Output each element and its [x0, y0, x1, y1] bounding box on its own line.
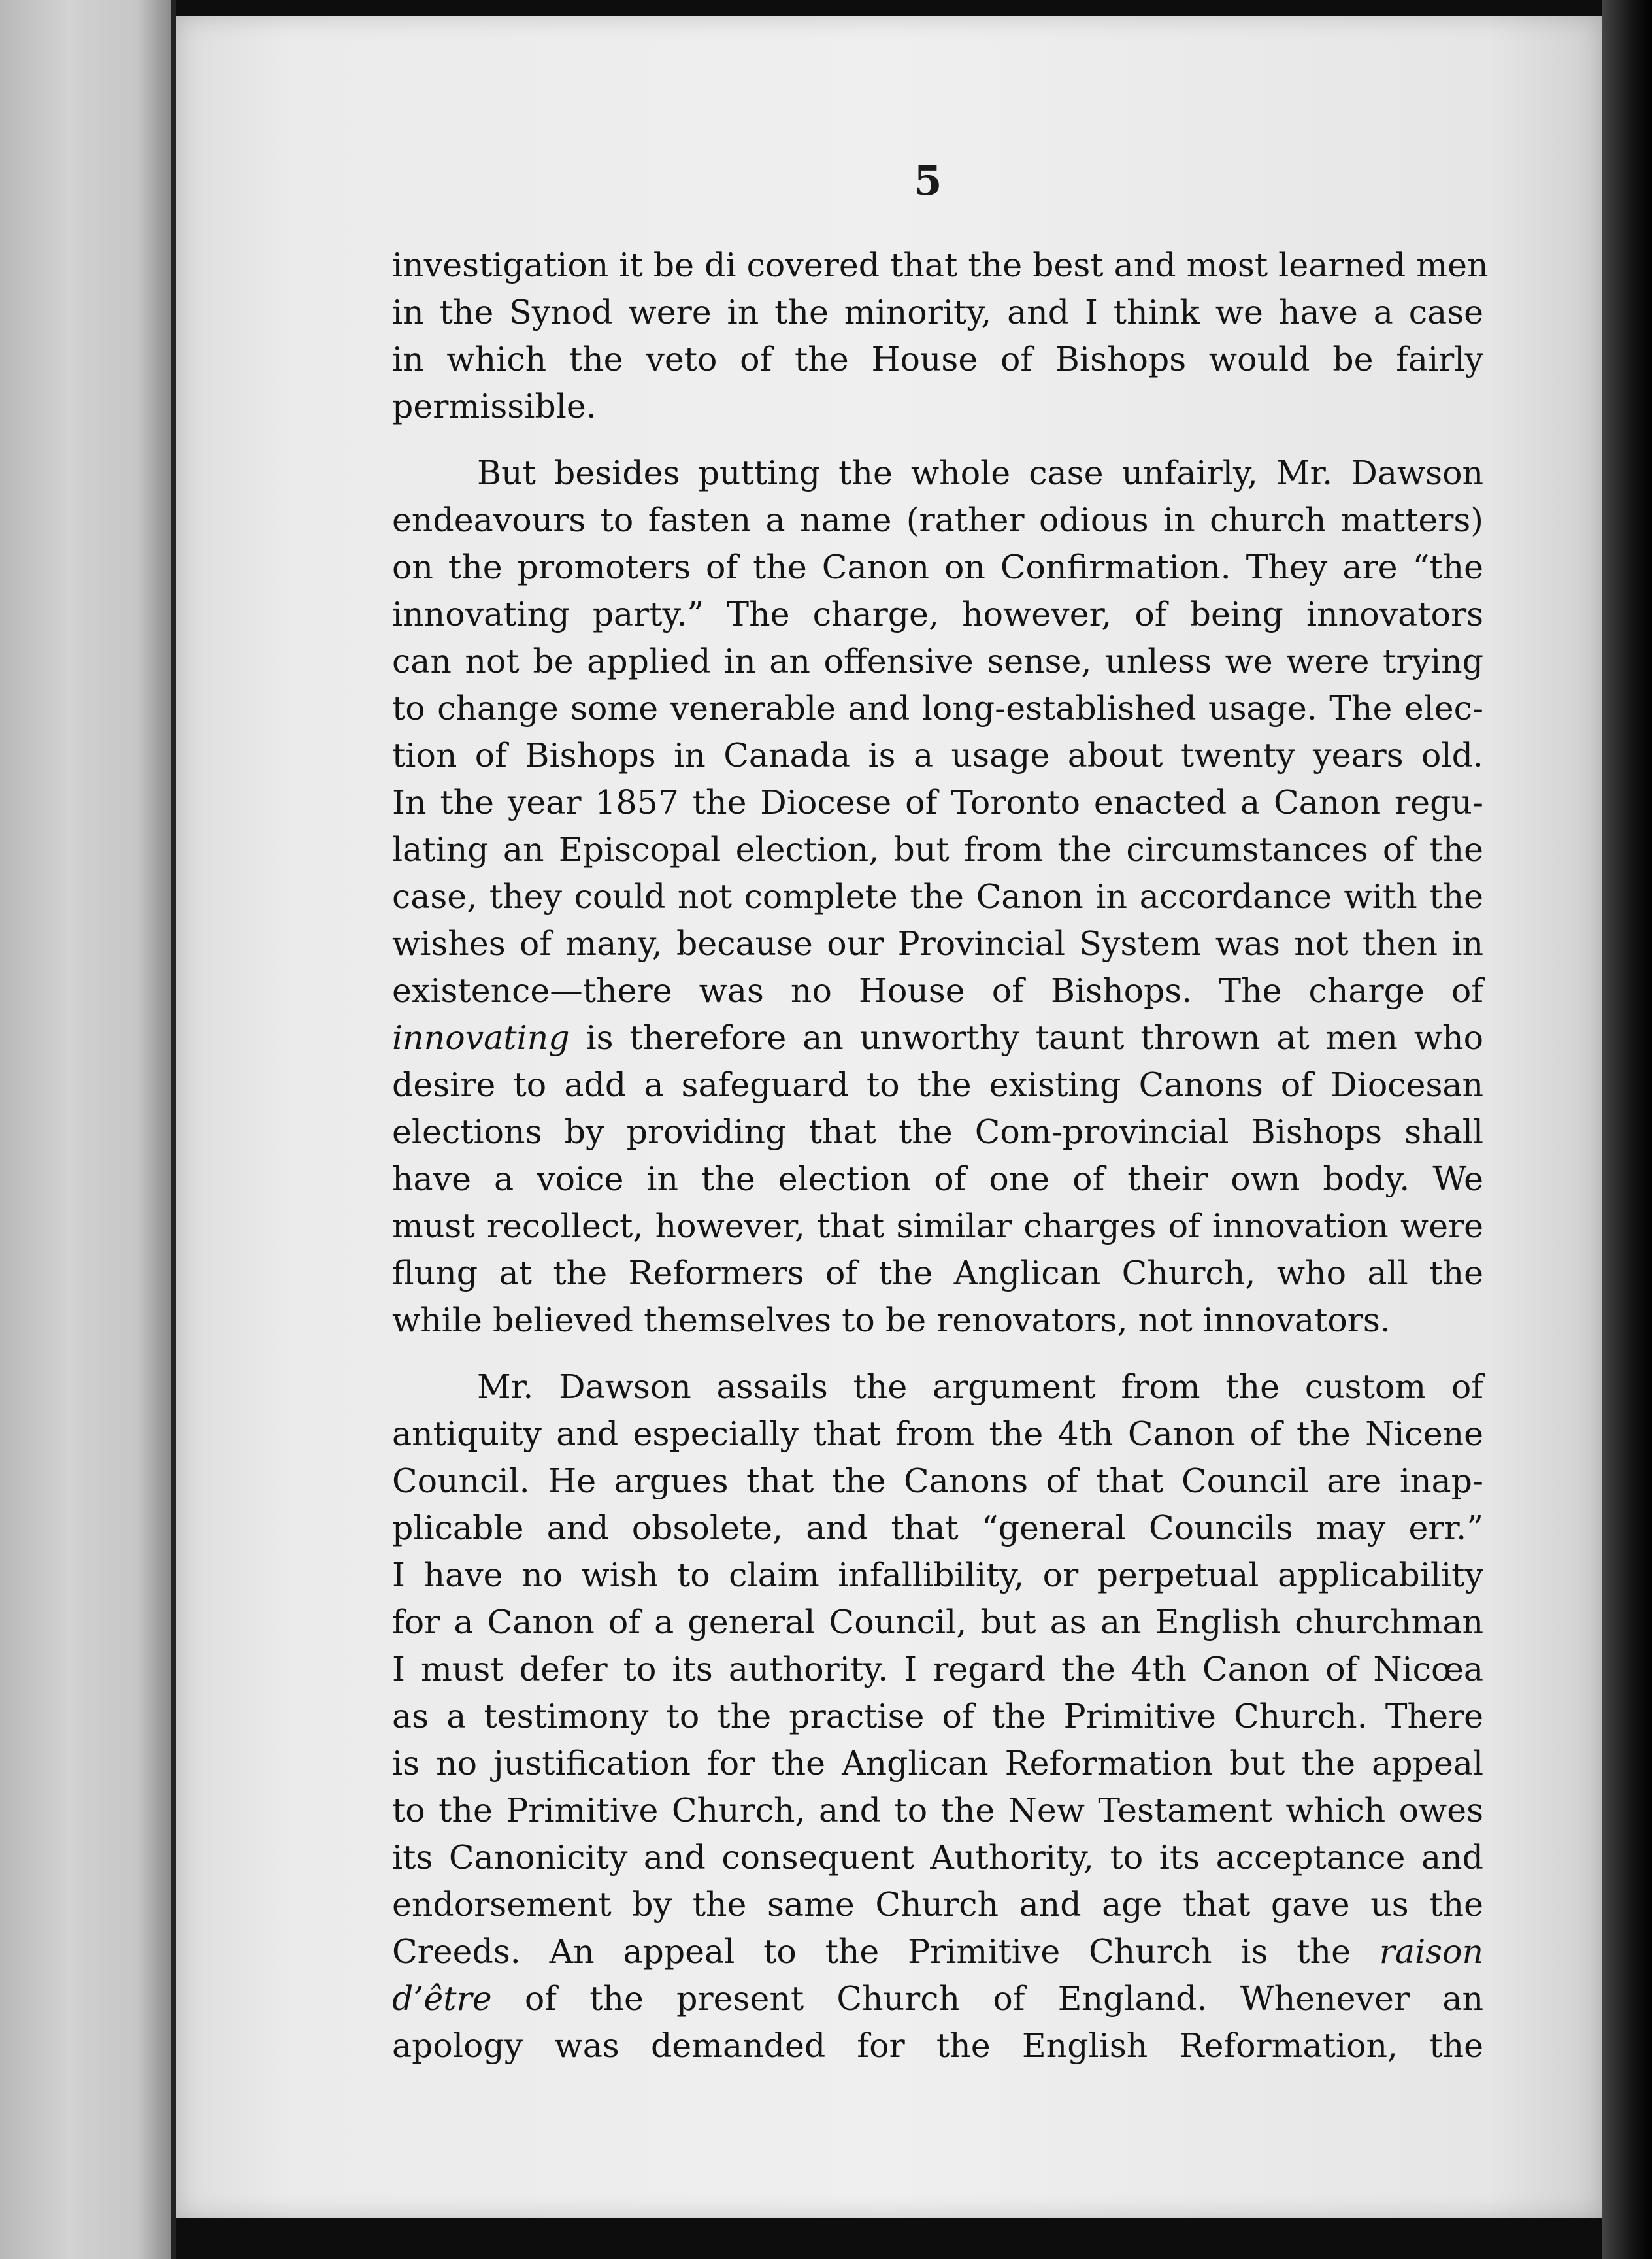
text-line: as a testimony to the practise of the Primitive Church. There — [392, 1697, 1483, 1735]
text-line: tion of Bishops in Canada is a usage about twenty years old. — [392, 736, 1483, 775]
text-line: plicable and obsolete, and that “general Councils may err.” — [392, 1509, 1483, 1547]
text-line: In the year 1857 the Diocese of Toronto enacted a Canon regu- — [392, 783, 1483, 822]
previous-page-edge — [0, 0, 171, 2259]
text-line: existence—there was no House of Bishops. The charge of — [392, 971, 1483, 1010]
text-line: I must defer to its authority. I regard the 4th Canon of Nicœa — [392, 1650, 1483, 1688]
text-line: can not be applied in an offensive sense, unless we were trying — [392, 642, 1483, 680]
text-line: But besides putting the whole case unfairly, Mr. Dawson — [477, 454, 1483, 492]
text-line: while believed themselves to be renovators, not innovators. — [392, 1301, 1391, 1339]
text-line: innovating party.” The charge, however, of being innovators — [392, 595, 1483, 633]
text-line: Council. He argues that the Canons of that Council are inap- — [392, 1462, 1483, 1500]
body-text — [392, 242, 1489, 2069]
text-line: desire to add a safeguard to the existing Canons of Diocesan — [392, 1065, 1483, 1104]
text-line: its Canonicity and consequent Authority, to its acceptance and — [392, 1838, 1483, 1877]
page-number: 5 — [914, 157, 942, 205]
text-line: in which the veto of the House of Bishops would be fairly — [392, 340, 1483, 378]
text-line: in the Synod were in the minority, and I think we have a case — [392, 293, 1483, 331]
text-line: Mr. Dawson assails the argument from the custom of — [477, 1367, 1483, 1406]
text-line: have a voice in the election of one of their own body. We — [392, 1160, 1483, 1198]
text-line: antiquity and especially that from the 4th Canon of the Nicene — [392, 1414, 1483, 1453]
text-line: must recollect, however, that similar charges of innovation were — [392, 1207, 1483, 1245]
text-line: innovating is therefore an unworthy taunt thrown at men who — [392, 1018, 1483, 1057]
text-line: flung at the Reformers of the Anglican Church, who all the — [392, 1254, 1483, 1292]
text-line: permissible. — [392, 387, 597, 426]
text-line: lating an Episcopal election, but from the circumstances of the — [392, 830, 1483, 869]
text-line: I have no wish to claim infallibility, or perpetual applicability — [392, 1556, 1483, 1594]
page-gutter-right — [1602, 0, 1652, 2259]
text-line: investigation it be di covered that the best and most learned men — [392, 246, 1489, 284]
paragraph-1 — [392, 242, 1489, 430]
text-line: is no justification for the Anglican Reformation but the appeal — [392, 1744, 1483, 1782]
text-line: wishes of many, because our Provincial System was not then in — [392, 924, 1483, 963]
text-line: d’être of the present Church of England. Whenever an — [392, 1979, 1483, 2018]
paragraph-2 — [392, 450, 1483, 1344]
text-line: to the Primitive Church, and to the New Testament which owes — [392, 1791, 1483, 1830]
text-line: case, they could not complete the Canon in accordance with the — [392, 877, 1483, 916]
text-line: to change some venerable and long-established usage. The elec- — [392, 689, 1483, 728]
text-line: for a Canon of a general Council, but as an English churchman — [392, 1603, 1483, 1641]
text-line: elections by providing that the Com-provincial Bishops shall — [392, 1113, 1483, 1151]
paragraph-3 — [392, 1364, 1483, 2069]
text-line: endeavours to fasten a name (rather odious in church matters) — [392, 501, 1483, 539]
text-line: Creeds. An appeal to the Primitive Church is the raison — [392, 1932, 1483, 1971]
page-gutter-left — [171, 0, 176, 2259]
text-line: endorsement by the same Church and age that gave us the — [392, 1885, 1483, 1924]
text-line: on the promoters of the Canon on Confirmation. They are “the — [392, 548, 1483, 586]
text-line: apology was demanded for the English Reformation, the — [392, 2026, 1483, 2065]
